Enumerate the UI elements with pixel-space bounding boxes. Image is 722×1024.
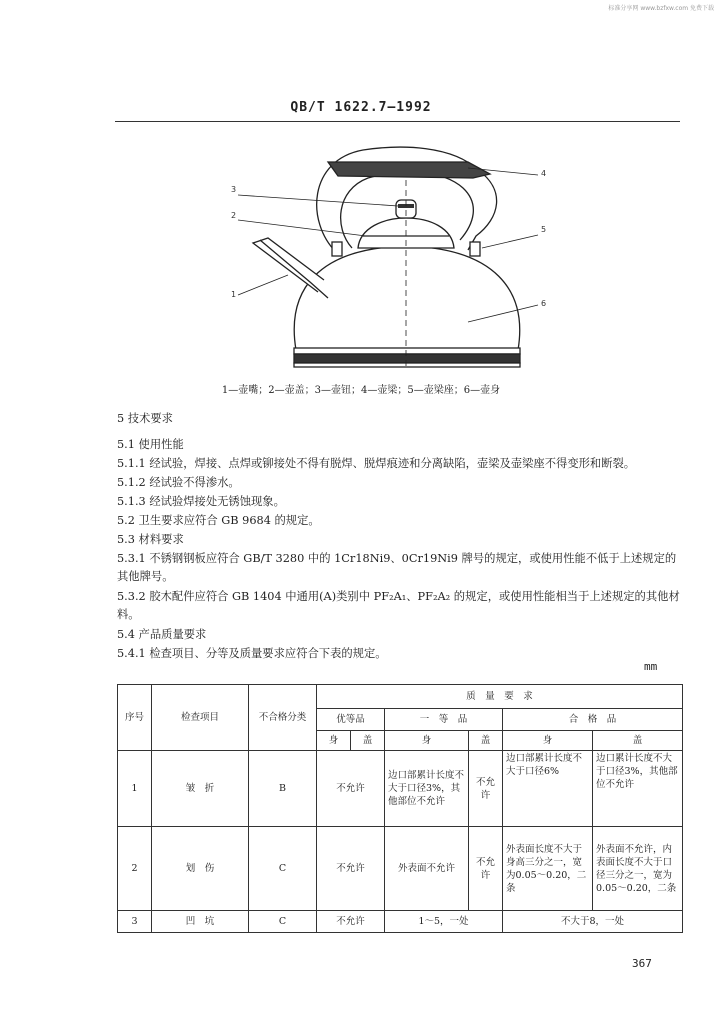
- section-5-4: 5.4 产品质量要求: [117, 628, 207, 641]
- row2-first-body: 外表面不允许: [385, 827, 469, 911]
- row3-superior: 不允许: [317, 911, 385, 933]
- table-row: [118, 827, 683, 911]
- section-5-4-1: 5.4.1 检查项目、分等及质量要求应符合下表的规定。: [117, 647, 387, 660]
- table-unit: mm: [644, 660, 658, 673]
- th-first-body: 身: [385, 731, 469, 751]
- standard-header: QB/T 1622.7—1992: [290, 100, 432, 115]
- page-number: 367: [632, 957, 652, 970]
- row3-item: 凹 坑: [152, 911, 249, 933]
- row1-qualified-lid: 边口累计长度不大于口径3%，其他部位不允许: [593, 751, 683, 827]
- th-item: 检查项目: [152, 685, 249, 751]
- section-5-3-1: 5.3.1 不锈钢钢板应符合 GB/T 3280 中的 1Cr18Ni9、0Cr19Ni9 牌号的规定，或使用性能不低于上述规定的其他牌号。: [117, 552, 677, 583]
- th-first-lid: 盖: [469, 731, 503, 751]
- figure-caption: 1—壶嘴；2—壶盖；3—壶钮；4—壶梁；5—壶梁座；6—壶身: [221, 385, 501, 396]
- th-qualified-lid: 盖: [593, 731, 683, 751]
- th-superior-lid: 盖: [351, 731, 385, 751]
- quality-table: [117, 684, 683, 933]
- th-first: 一 等 品: [385, 709, 503, 731]
- section-5-heading: 5 技术要求: [117, 412, 173, 425]
- row3-qualified: 不大于8，一处: [503, 911, 683, 933]
- th-qualified: 合 格 品: [503, 709, 683, 731]
- watermark: 标准分享网 www.bzfxw.com 免费下载: [608, 5, 714, 12]
- th-superior-body: 身: [317, 731, 351, 751]
- callout-3: 3: [231, 185, 237, 194]
- row2-superior: 不允许: [317, 827, 385, 911]
- kettle-diagram: [228, 140, 558, 375]
- section-5-2: 5.2 卫生要求应符合 GB 9684 的规定。: [117, 514, 320, 527]
- callout-4: 4: [541, 169, 547, 178]
- th-superior: 优等品: [317, 709, 385, 731]
- row2-first-lid: 不允许: [469, 827, 503, 911]
- table-row: [118, 911, 683, 933]
- row1-qualified-body: 边口部累计长度不大于口径6%: [503, 751, 593, 827]
- table-row: [118, 751, 683, 827]
- row1-first-body: 边口部累计长度不大于口径3%，其他部位不允许: [385, 751, 469, 827]
- header-rule: [115, 121, 680, 122]
- row1-class: B: [249, 751, 317, 827]
- th-qualified-body: 身: [503, 731, 593, 751]
- row2-class: C: [249, 827, 317, 911]
- row2-qualified-lid: 外表面不允许，内表面长度不大于口径三分之一，宽为0.05～0.20，二条: [593, 827, 683, 911]
- section-5-1: 5.1 使用性能: [117, 438, 184, 451]
- row1-item: 皱 折: [152, 751, 249, 827]
- section-5-1-2: 5.1.2 经试验不得渗水。: [117, 476, 240, 489]
- section-5-1-1: 5.1.1 经试验，焊接、点焊或铆接处不得有脱焊、脱焊痕迹和分离缺陷，壶梁及壶梁座不得变形和断裂。: [117, 457, 636, 470]
- callout-5: 5: [541, 225, 547, 234]
- th-no: 序号: [118, 685, 152, 751]
- row1-no: 1: [118, 751, 152, 827]
- row3-class: C: [249, 911, 317, 933]
- section-5-3-2: 5.3.2 胶木配件应符合 GB 1404 中通用(A)类别中 PF₂A₁、PF₂A₂ 的规定，或使用性能相当于上述规定的其他材料。: [117, 590, 680, 621]
- th-quality: 质 量 要 求: [317, 685, 683, 709]
- row3-no: 3: [118, 911, 152, 933]
- th-class: 不合格分类: [249, 685, 317, 751]
- row1-superior: 不允许: [317, 751, 385, 827]
- section-5-3: 5.3 材料要求: [117, 533, 184, 546]
- row2-qualified-body: 外表面长度不大于身高三分之一，宽为0.05～0.20，二条: [503, 827, 593, 911]
- kettle-figure: [228, 140, 558, 379]
- callout-2: 2: [231, 211, 237, 220]
- row3-first: 1～5，一处: [385, 911, 503, 933]
- callout-1: 1: [231, 290, 237, 299]
- row1-first-lid: 不允许: [469, 751, 503, 827]
- section-5-1-3: 5.1.3 经试验焊接处无锈蚀现象。: [117, 495, 285, 508]
- row2-item: 划 伤: [152, 827, 249, 911]
- row2-no: 2: [118, 827, 152, 911]
- callout-6: 6: [541, 299, 547, 308]
